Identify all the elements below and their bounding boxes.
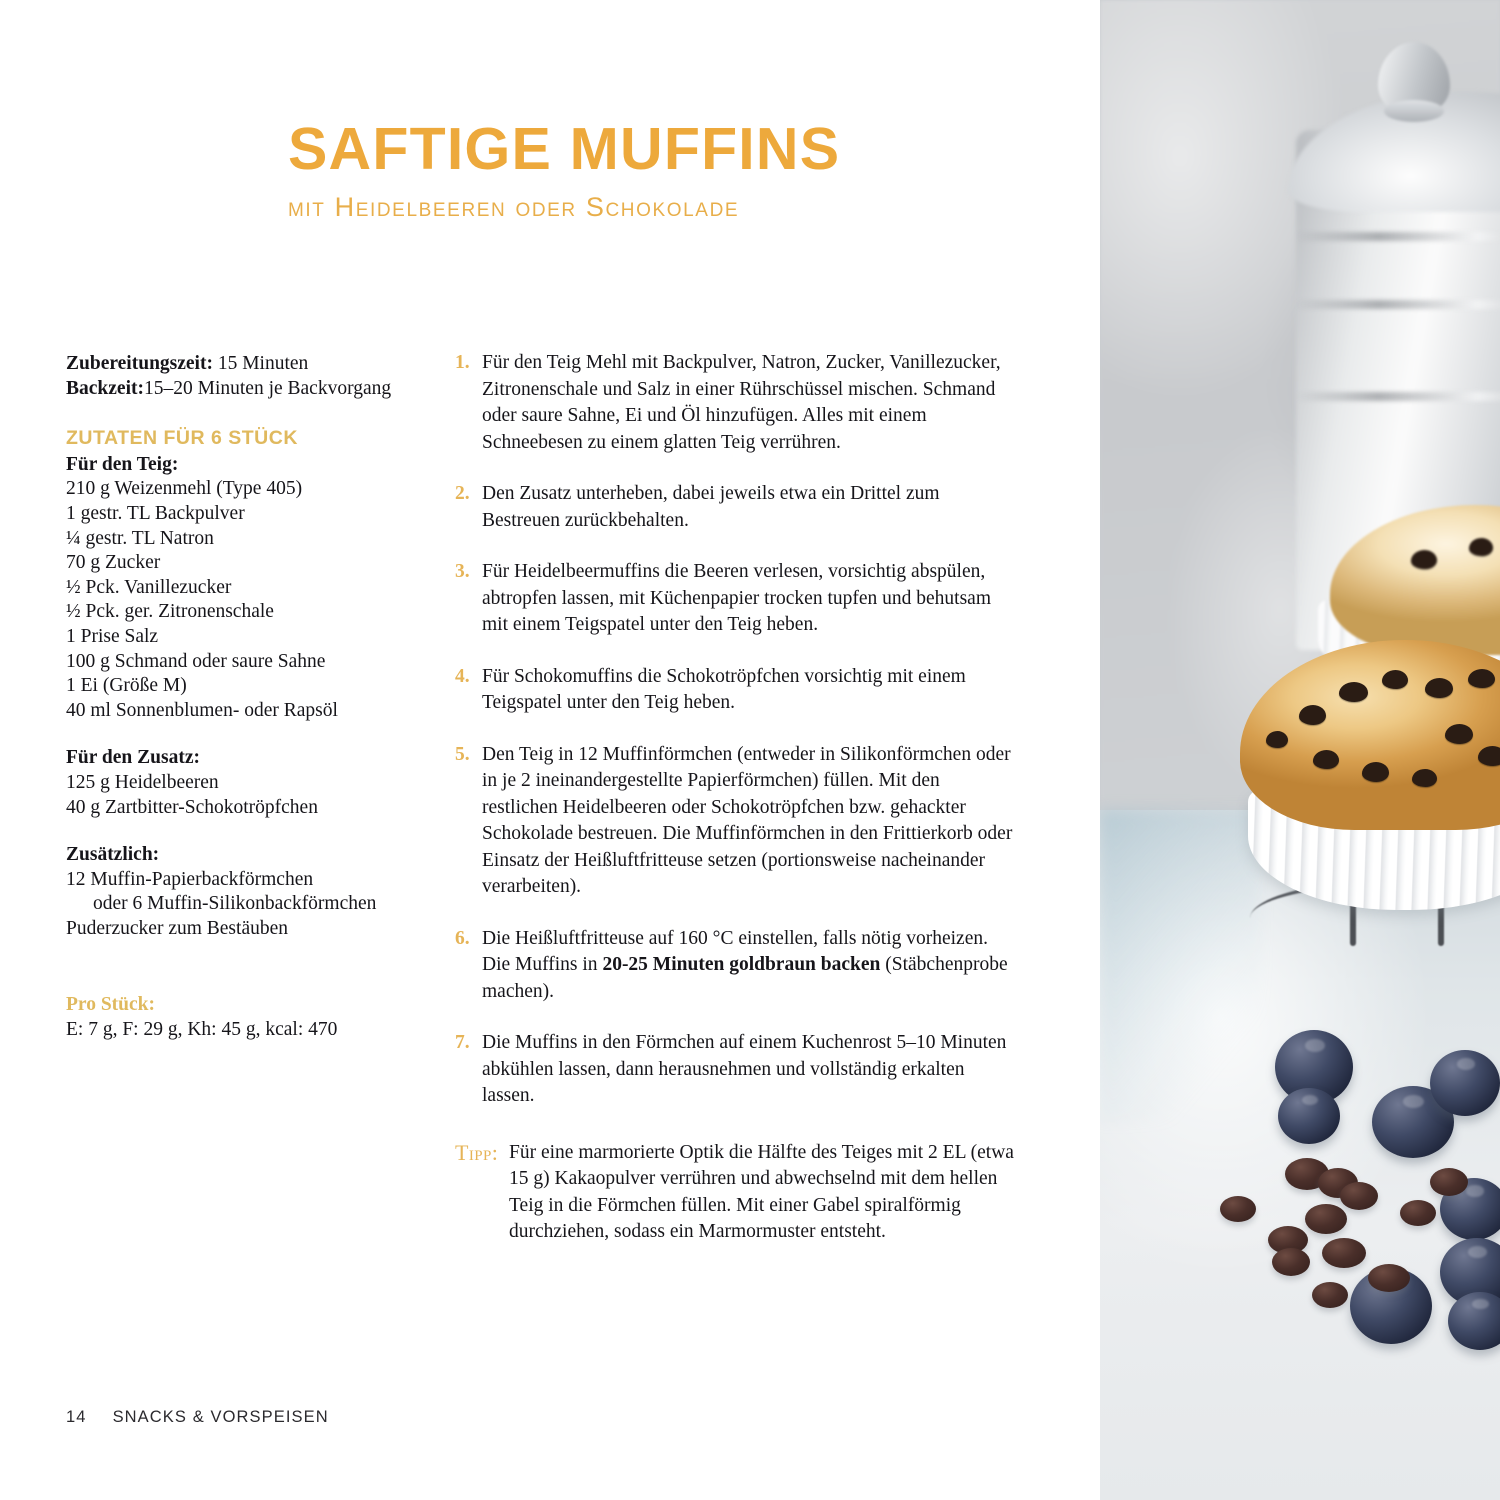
chocolate-chip	[1313, 750, 1339, 769]
ingredient-item: 40 g Zartbitter-Schokotröpfchen	[66, 796, 318, 818]
ingredient-item: 70 g Zucker	[66, 552, 161, 574]
step-number: 7.	[455, 1032, 470, 1053]
blueberry	[1430, 1050, 1500, 1116]
chocolate-drop	[1272, 1248, 1310, 1276]
page-number: 14	[66, 1408, 87, 1426]
tip-block	[455, 1140, 1015, 1246]
prep-time-line	[66, 352, 421, 377]
chocolate-chip	[1266, 731, 1288, 748]
chocolate-chip	[1411, 550, 1437, 569]
chocolate-chip	[1425, 678, 1453, 698]
chocolate-chip	[1382, 670, 1408, 689]
chocolate-drop	[1400, 1200, 1436, 1226]
ingredient-item: 1 Ei (Größe M)	[66, 675, 187, 697]
ingredient-item: 210 g Weizenmehl (Type 405)	[66, 478, 303, 500]
ingredient-item: ½ Pck. ger. Zitronenschale	[66, 601, 274, 623]
ingredient-item: ¼ gestr. TL Natron	[66, 527, 214, 549]
chocolate-chip	[1478, 746, 1500, 766]
chocolate-drop	[1220, 1196, 1256, 1222]
step-text	[482, 926, 1015, 1006]
chocolate-drop	[1430, 1168, 1468, 1196]
instructions-column	[455, 350, 1015, 1246]
ingredient-group-title: Zusätzlich:	[66, 844, 160, 866]
step-text: Die Muffins in den Förmchen auf einem Kuchenrost 5–10 Minuten abkühlen lassen, dann herausnehmen und vollständig erkalten lassen.	[482, 1032, 1007, 1106]
step-text: Für Heidelbeermuffins die Beeren verlesen, vorsichtig abspülen, abtropfen lassen, mit Küchenpapier trocken tupfen und behutsam mit einem Teigspatel unter den Teig heben.	[482, 561, 992, 635]
nutrition-heading: Pro Stück:	[66, 994, 156, 1016]
chocolate-chip	[1469, 538, 1493, 556]
recipe-photo	[1100, 0, 1500, 1500]
step-number: 3.	[455, 561, 470, 582]
ingredient-item: 12 Muffin-Papierbackförmchen	[66, 868, 314, 890]
page-title: SAFTIGE MUFFINS	[288, 116, 841, 182]
step-text: Für Schokomuffins die Schokotröpfchen vorsichtig mit einem Teigspatel unter den Teig heben.	[482, 665, 966, 713]
step-number: 4.	[455, 665, 470, 687]
instruction-step	[455, 1030, 1015, 1110]
prep-time-value: 15 Minuten	[212, 353, 309, 374]
step-text: Für den Teig Mehl mit Backpulver, Natron, Zucker, Vanillezucker, Zitronenschale und Salz in einer Rührschüssel mischen. Schmand oder saure Sahne, Ei und Öl hinzufügen. Alles mit einem Schneebesen zu einem glatten Teig verrühren.	[482, 352, 1001, 453]
bake-time-value: 15–20 Minuten je Backvorgang	[143, 377, 392, 399]
chocolate-drop	[1312, 1282, 1348, 1308]
ingredient-item: oder 6 Muffin-Silikonbackförmchen	[93, 893, 377, 915]
instruction-step	[455, 481, 1015, 534]
nutrition-value: E: 7 g, F: 29 g, Kh: 45 g, kcal: 470	[66, 1019, 338, 1041]
ingredient-item: Puderzucker zum Bestäuben	[66, 917, 289, 939]
blueberry	[1278, 1088, 1340, 1144]
canister-ring	[1296, 392, 1500, 401]
step-text: Den Teig in 12 Muffinförmchen (entweder in Silikonförmchen oder in je 2 ineinandergestellte Papierförmchen) füllen. Mit den restlichen Heidelbeeren oder Schokotröpfchen bzw. gehackter Schokolade bestreuen. Die Muffinförmchen in den Frittierkorb oder Einsatz der Heißluftfritteuse setzen (portionsweise nacheinander verarbeiten).	[482, 743, 1013, 897]
page-subtitle: mit Heidelbeeren oder Schokolade	[288, 192, 740, 222]
chocolate-drop	[1322, 1238, 1366, 1268]
chocolate-chip	[1299, 705, 1326, 725]
ingredient-item: 125 g Heidelbeeren	[66, 771, 219, 793]
spacer	[66, 723, 421, 746]
instruction-step	[455, 350, 1015, 456]
ingredient-group-title: Für den Zusatz:	[66, 747, 200, 769]
chocolate-chip	[1412, 769, 1437, 787]
chocolate-chip	[1362, 762, 1389, 782]
chocolate-chip	[1445, 724, 1473, 744]
ingredients-heading: ZUTATEN FÜR 6 STÜCK	[66, 427, 298, 450]
chocolate-chip	[1339, 682, 1368, 702]
tip-label: Tipp:	[455, 1139, 499, 1165]
chocolate-drop	[1340, 1182, 1378, 1210]
step-text: Den Zusatz unterheben, dabei jeweils etwa ein Drittel zum Bestreuen zurückbehalten.	[482, 483, 940, 531]
bake-time-label: Backzeit:	[66, 377, 144, 399]
spacer	[66, 401, 421, 426]
chocolate-drop	[1368, 1264, 1410, 1292]
step-number: 6.	[455, 927, 470, 949]
ingredient-item: 1 Prise Salz	[66, 625, 159, 647]
spacer	[66, 941, 421, 993]
ingredient-item: 40 ml Sonnenblumen- oder Rapsöl	[66, 699, 338, 721]
prep-time-label: Zubereitungszeit:	[66, 353, 213, 374]
instruction-step	[455, 742, 1015, 901]
ingredient-group-title: Für den Teig:	[66, 453, 179, 475]
step-number: 2.	[455, 483, 470, 504]
chocolate-chip	[1468, 669, 1495, 688]
page-footer	[66, 1408, 329, 1427]
instruction-step	[455, 559, 1015, 639]
instruction-step	[455, 926, 1015, 1006]
instruction-step	[455, 664, 1015, 717]
step-number: 5.	[455, 743, 470, 765]
spacer	[66, 820, 421, 843]
step-text-before: Die Heißluftfritteuse auf 160 °C einstellen, falls nötig vorheizen. Die Muffins in	[482, 927, 988, 975]
step-text-after: (Stäbchenprobe machen).	[482, 954, 1008, 1002]
step-number: 1.	[455, 352, 470, 373]
bake-time-line	[66, 377, 421, 402]
chocolate-drop	[1305, 1204, 1347, 1234]
ingredient-item: ½ Pck. Vanillezucker	[66, 576, 232, 598]
title-block	[288, 116, 1048, 223]
tip-text: Für eine marmorierte Optik die Hälfte des Teiges mit 2 EL (etwa 15 g) Kakaopulver verrühren und abwechselnd mit dem hellen Teig in die Förmchen füllen. Mit einer Gabel spiralförmig durchziehen, sodass ein Marmormuster entsteht.	[509, 1141, 1014, 1242]
chapter-label: SNACKS & VORSPEISEN	[112, 1408, 329, 1426]
ingredient-item: 1 gestr. TL Backpulver	[66, 502, 245, 524]
canister-ring	[1296, 300, 1500, 309]
ingredients-column	[66, 352, 421, 1043]
ingredient-item: 100 g Schmand oder saure Sahne	[66, 650, 326, 672]
step-text-bold: 20-25 Minuten goldbraun backen	[602, 954, 881, 975]
canister-ring	[1296, 232, 1500, 241]
